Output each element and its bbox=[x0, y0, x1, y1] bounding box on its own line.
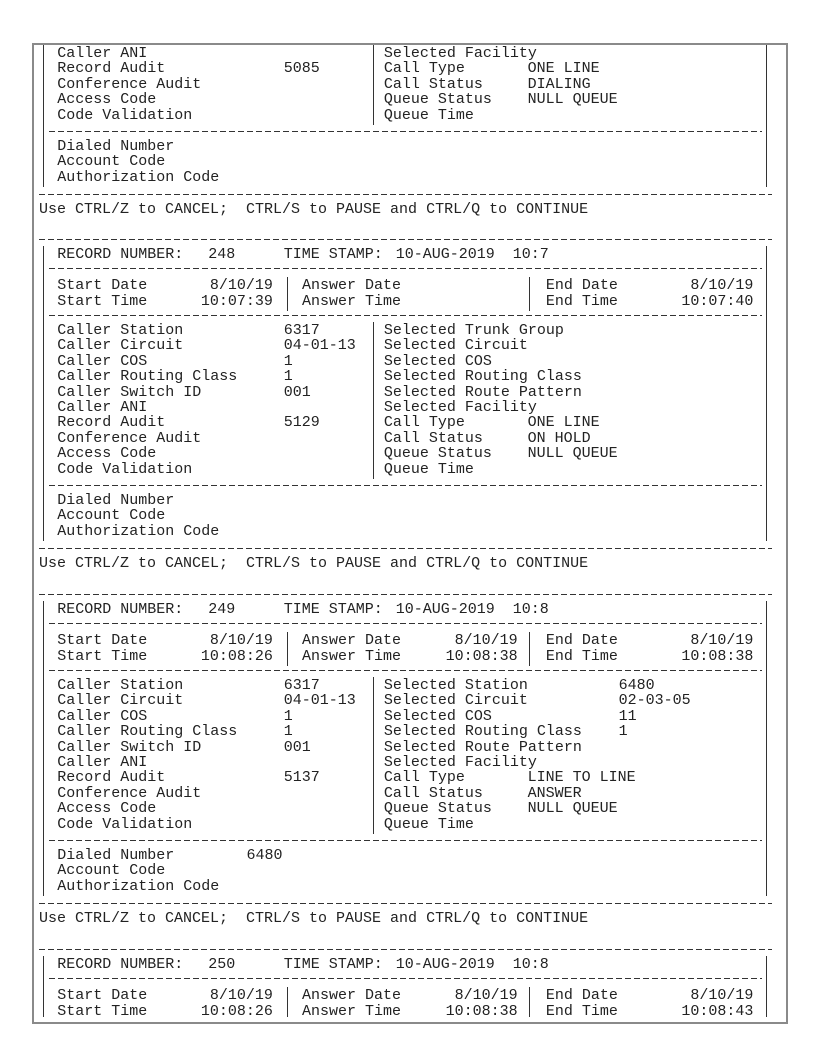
code-field-label: Account Code bbox=[57, 862, 166, 880]
field-column-divider bbox=[373, 45, 374, 125]
record-bottom-divider bbox=[39, 548, 772, 549]
record-number-label: RECORD NUMBER: bbox=[57, 956, 184, 973]
record-top-divider bbox=[39, 594, 772, 595]
caller-field-label: Caller ANI bbox=[57, 399, 148, 416]
control-keys-prompt: Use CTRL/Z to CANCEL; CTRL/S to PAUSE and CTRL/Q to CONTINUE bbox=[39, 910, 589, 927]
selected-field-label: Queue Status bbox=[383, 445, 492, 463]
answer-time-label: Answer Time bbox=[301, 1003, 402, 1020]
time-stamp-label: TIME STAMP: bbox=[283, 956, 383, 973]
fields-divider bbox=[49, 485, 762, 486]
end-date: 8/10/19 bbox=[690, 632, 754, 649]
time-stamp: 10-AUG-2019 10:8 bbox=[395, 601, 549, 618]
selected-field-label: Queue Status bbox=[383, 91, 492, 109]
selected-field-label: Selected Route Pattern bbox=[383, 738, 582, 756]
selected-field-value: 02-03-05 bbox=[618, 692, 691, 710]
record-left-border bbox=[43, 956, 44, 1017]
caller-field-label: Caller ANI bbox=[57, 45, 148, 62]
date-column-divider bbox=[287, 277, 288, 311]
caller-field-label: Access Code bbox=[57, 91, 157, 109]
fields-divider bbox=[49, 131, 762, 132]
end-time-label: End Time bbox=[545, 293, 618, 310]
start-date: 8/10/19 bbox=[209, 632, 273, 649]
code-field-label: Account Code bbox=[57, 507, 166, 525]
caller-field-label: Record Audit bbox=[57, 414, 166, 432]
dates-divider bbox=[49, 315, 762, 316]
header-divider bbox=[49, 978, 762, 979]
end-date: 8/10/19 bbox=[690, 277, 754, 294]
caller-field-value: 001 bbox=[283, 383, 311, 401]
record-left-border bbox=[43, 45, 44, 187]
selected-field-label: Selected Circuit bbox=[383, 692, 528, 710]
report-page bbox=[32, 43, 788, 1024]
start-date-label: Start Date bbox=[57, 277, 148, 294]
start-time-label: Start Time bbox=[57, 648, 148, 665]
end-time: 10:07:40 bbox=[681, 293, 754, 310]
caller-field-label: Caller Routing Class bbox=[57, 723, 238, 741]
answer-time-label: Answer Time bbox=[301, 648, 402, 665]
record-left-border bbox=[43, 601, 44, 896]
start-time-label: Start Time bbox=[57, 293, 148, 310]
end-date-label: End Date bbox=[545, 632, 618, 649]
record-top-divider bbox=[39, 239, 772, 240]
answer-date-label: Answer Date bbox=[301, 277, 402, 294]
selected-field-label: Call Status bbox=[383, 75, 483, 93]
record-number-label: RECORD NUMBER: bbox=[57, 246, 184, 263]
caller-field-value: 04-01-13 bbox=[283, 692, 356, 710]
code-field-label: Account Code bbox=[57, 153, 166, 171]
selected-field-label: Selected Routing Class bbox=[383, 723, 582, 741]
code-field-value: 6480 bbox=[246, 847, 283, 864]
date-column-divider bbox=[287, 632, 288, 666]
control-keys-prompt: Use CTRL/Z to CANCEL; CTRL/S to PAUSE and CTRL/Q to CONTINUE bbox=[39, 555, 589, 572]
header-divider bbox=[49, 268, 762, 269]
caller-field-label: Conference Audit bbox=[57, 429, 202, 447]
start-time: 10:07:39 bbox=[200, 293, 273, 310]
record-right-border bbox=[766, 246, 767, 541]
caller-field-value: 04-01-13 bbox=[283, 337, 356, 355]
answer-time: 10:08:38 bbox=[445, 1003, 518, 1020]
start-time-label: Start Time bbox=[57, 1003, 148, 1020]
selected-field-value: ONE LINE bbox=[527, 414, 600, 432]
end-time-label: End Time bbox=[545, 1003, 618, 1020]
time-stamp-label: TIME STAMP: bbox=[283, 246, 383, 263]
answer-date: 8/10/19 bbox=[454, 632, 518, 649]
selected-field-label: Queue Status bbox=[383, 800, 492, 818]
selected-field-label: Selected Facility bbox=[383, 399, 537, 416]
selected-field-label: Selected Route Pattern bbox=[383, 383, 582, 401]
caller-field-label: Code Validation bbox=[57, 460, 193, 478]
caller-field-label: Caller Switch ID bbox=[57, 738, 202, 756]
time-stamp-label: TIME STAMP: bbox=[283, 601, 383, 618]
selected-field-value: NULL QUEUE bbox=[527, 91, 618, 109]
record-right-border bbox=[766, 45, 767, 187]
caller-field-label: Conference Audit bbox=[57, 75, 202, 93]
field-column-divider bbox=[373, 322, 374, 479]
caller-field-value: 1 bbox=[283, 352, 293, 370]
record-right-border bbox=[766, 601, 767, 896]
answer-date-label: Answer Date bbox=[301, 632, 402, 649]
selected-field-label: Selected Circuit bbox=[383, 337, 528, 355]
code-field-label: Dialed Number bbox=[57, 138, 175, 155]
selected-field-label: Selected COS bbox=[383, 352, 492, 370]
caller-field-value: 5129 bbox=[283, 414, 320, 432]
start-date-label: Start Date bbox=[57, 632, 148, 649]
caller-field-label: Caller Routing Class bbox=[57, 368, 238, 386]
selected-field-value: LINE TO LINE bbox=[527, 769, 636, 787]
time-stamp: 10-AUG-2019 10:7 bbox=[395, 246, 549, 263]
date-column-divider bbox=[529, 987, 530, 1017]
caller-field-label: Code Validation bbox=[57, 106, 193, 124]
record-bottom-divider bbox=[39, 194, 772, 195]
caller-field-label: Code Validation bbox=[57, 815, 193, 833]
caller-field-value: 001 bbox=[283, 738, 311, 756]
caller-field-label: Access Code bbox=[57, 800, 157, 818]
code-field-label: Authorization Code bbox=[57, 168, 220, 186]
selected-field-label: Selected Routing Class bbox=[383, 368, 582, 386]
selected-field-value: 1 bbox=[618, 723, 628, 741]
date-column-divider bbox=[529, 277, 530, 311]
code-field-label: Dialed Number bbox=[57, 492, 175, 509]
start-date-label: Start Date bbox=[57, 987, 148, 1004]
record-left-border bbox=[43, 246, 44, 541]
date-column-divider bbox=[529, 632, 530, 666]
caller-field-value: 1 bbox=[283, 368, 293, 386]
code-field-label: Authorization Code bbox=[57, 877, 220, 895]
caller-field-label: Caller Circuit bbox=[57, 692, 184, 710]
selected-field-label: Call Status bbox=[383, 784, 483, 802]
selected-field-label: Call Status bbox=[383, 429, 483, 447]
caller-field-value: 6317 bbox=[283, 322, 320, 339]
record-number-label: RECORD NUMBER: bbox=[57, 601, 184, 618]
answer-time-label: Answer Time bbox=[301, 293, 402, 310]
selected-field-label: Call Type bbox=[383, 60, 465, 78]
fields-divider bbox=[49, 840, 762, 841]
caller-field-label: Caller ANI bbox=[57, 754, 148, 771]
control-keys-prompt: Use CTRL/Z to CANCEL; CTRL/S to PAUSE and CTRL/Q to CONTINUE bbox=[39, 201, 589, 218]
caller-field-label: Access Code bbox=[57, 445, 157, 463]
end-time: 10:08:43 bbox=[681, 1003, 754, 1020]
caller-field-label: Record Audit bbox=[57, 769, 166, 787]
caller-field-label: Conference Audit bbox=[57, 784, 202, 802]
answer-date: 8/10/19 bbox=[454, 987, 518, 1004]
selected-field-label: Selected COS bbox=[383, 707, 492, 725]
record-top-divider bbox=[39, 949, 772, 950]
caller-field-label: Caller Switch ID bbox=[57, 383, 202, 401]
caller-field-label: Caller COS bbox=[57, 707, 148, 725]
selected-field-label: Queue Time bbox=[383, 460, 474, 478]
caller-field-label: Record Audit bbox=[57, 60, 166, 78]
caller-field-value: 5085 bbox=[283, 60, 320, 78]
selected-field-label: Queue Time bbox=[383, 106, 474, 124]
start-time: 10:08:26 bbox=[200, 1003, 273, 1020]
selected-field-value: NULL QUEUE bbox=[527, 800, 618, 818]
record-bottom-divider bbox=[39, 903, 772, 904]
record-number: 248 bbox=[208, 246, 236, 263]
selected-field-label: Call Type bbox=[383, 769, 465, 787]
end-date-label: End Date bbox=[545, 987, 618, 1004]
record-right-border bbox=[766, 956, 767, 1017]
end-time-label: End Time bbox=[545, 648, 618, 665]
selected-field-value: ANSWER bbox=[527, 784, 582, 802]
caller-field-value: 5137 bbox=[283, 769, 320, 787]
selected-field-value: DIALING bbox=[527, 75, 591, 93]
caller-field-label: Caller Station bbox=[57, 677, 184, 694]
caller-field-label: Caller Station bbox=[57, 322, 184, 339]
selected-field-value: NULL QUEUE bbox=[527, 445, 618, 463]
selected-field-value: 6480 bbox=[618, 677, 655, 694]
start-date: 8/10/19 bbox=[209, 277, 273, 294]
selected-field-value: 11 bbox=[618, 707, 637, 725]
start-time: 10:08:26 bbox=[200, 648, 273, 665]
selected-field-label: Queue Time bbox=[383, 815, 474, 833]
selected-field-value: ONE LINE bbox=[527, 60, 600, 78]
start-date: 8/10/19 bbox=[209, 987, 273, 1004]
caller-field-label: Caller COS bbox=[57, 352, 148, 370]
caller-field-value: 1 bbox=[283, 723, 293, 741]
end-date-label: End Date bbox=[545, 277, 618, 294]
answer-time: 10:08:38 bbox=[445, 648, 518, 665]
time-stamp: 10-AUG-2019 10:8 bbox=[395, 956, 549, 973]
selected-field-label: Call Type bbox=[383, 414, 465, 432]
selected-field-label: Selected Trunk Group bbox=[383, 322, 564, 339]
date-column-divider bbox=[287, 987, 288, 1017]
record-number: 249 bbox=[208, 601, 236, 618]
header-divider bbox=[49, 623, 762, 624]
field-column-divider bbox=[373, 677, 374, 834]
selected-field-label: Selected Facility bbox=[383, 45, 537, 62]
caller-field-value: 1 bbox=[283, 707, 293, 725]
dates-divider bbox=[49, 670, 762, 671]
answer-date-label: Answer Date bbox=[301, 987, 402, 1004]
code-field-label: Authorization Code bbox=[57, 522, 220, 540]
end-time: 10:08:38 bbox=[681, 648, 754, 665]
selected-field-label: Selected Station bbox=[383, 677, 528, 694]
selected-field-label: Selected Facility bbox=[383, 754, 537, 771]
code-field-label: Dialed Number bbox=[57, 847, 175, 864]
selected-field-value: ON HOLD bbox=[527, 429, 591, 447]
caller-field-value: 6317 bbox=[283, 677, 320, 694]
record-number: 250 bbox=[208, 956, 236, 973]
report-content bbox=[32, 43, 788, 1024]
caller-field-label: Caller Circuit bbox=[57, 337, 184, 355]
end-date: 8/10/19 bbox=[690, 987, 754, 1004]
